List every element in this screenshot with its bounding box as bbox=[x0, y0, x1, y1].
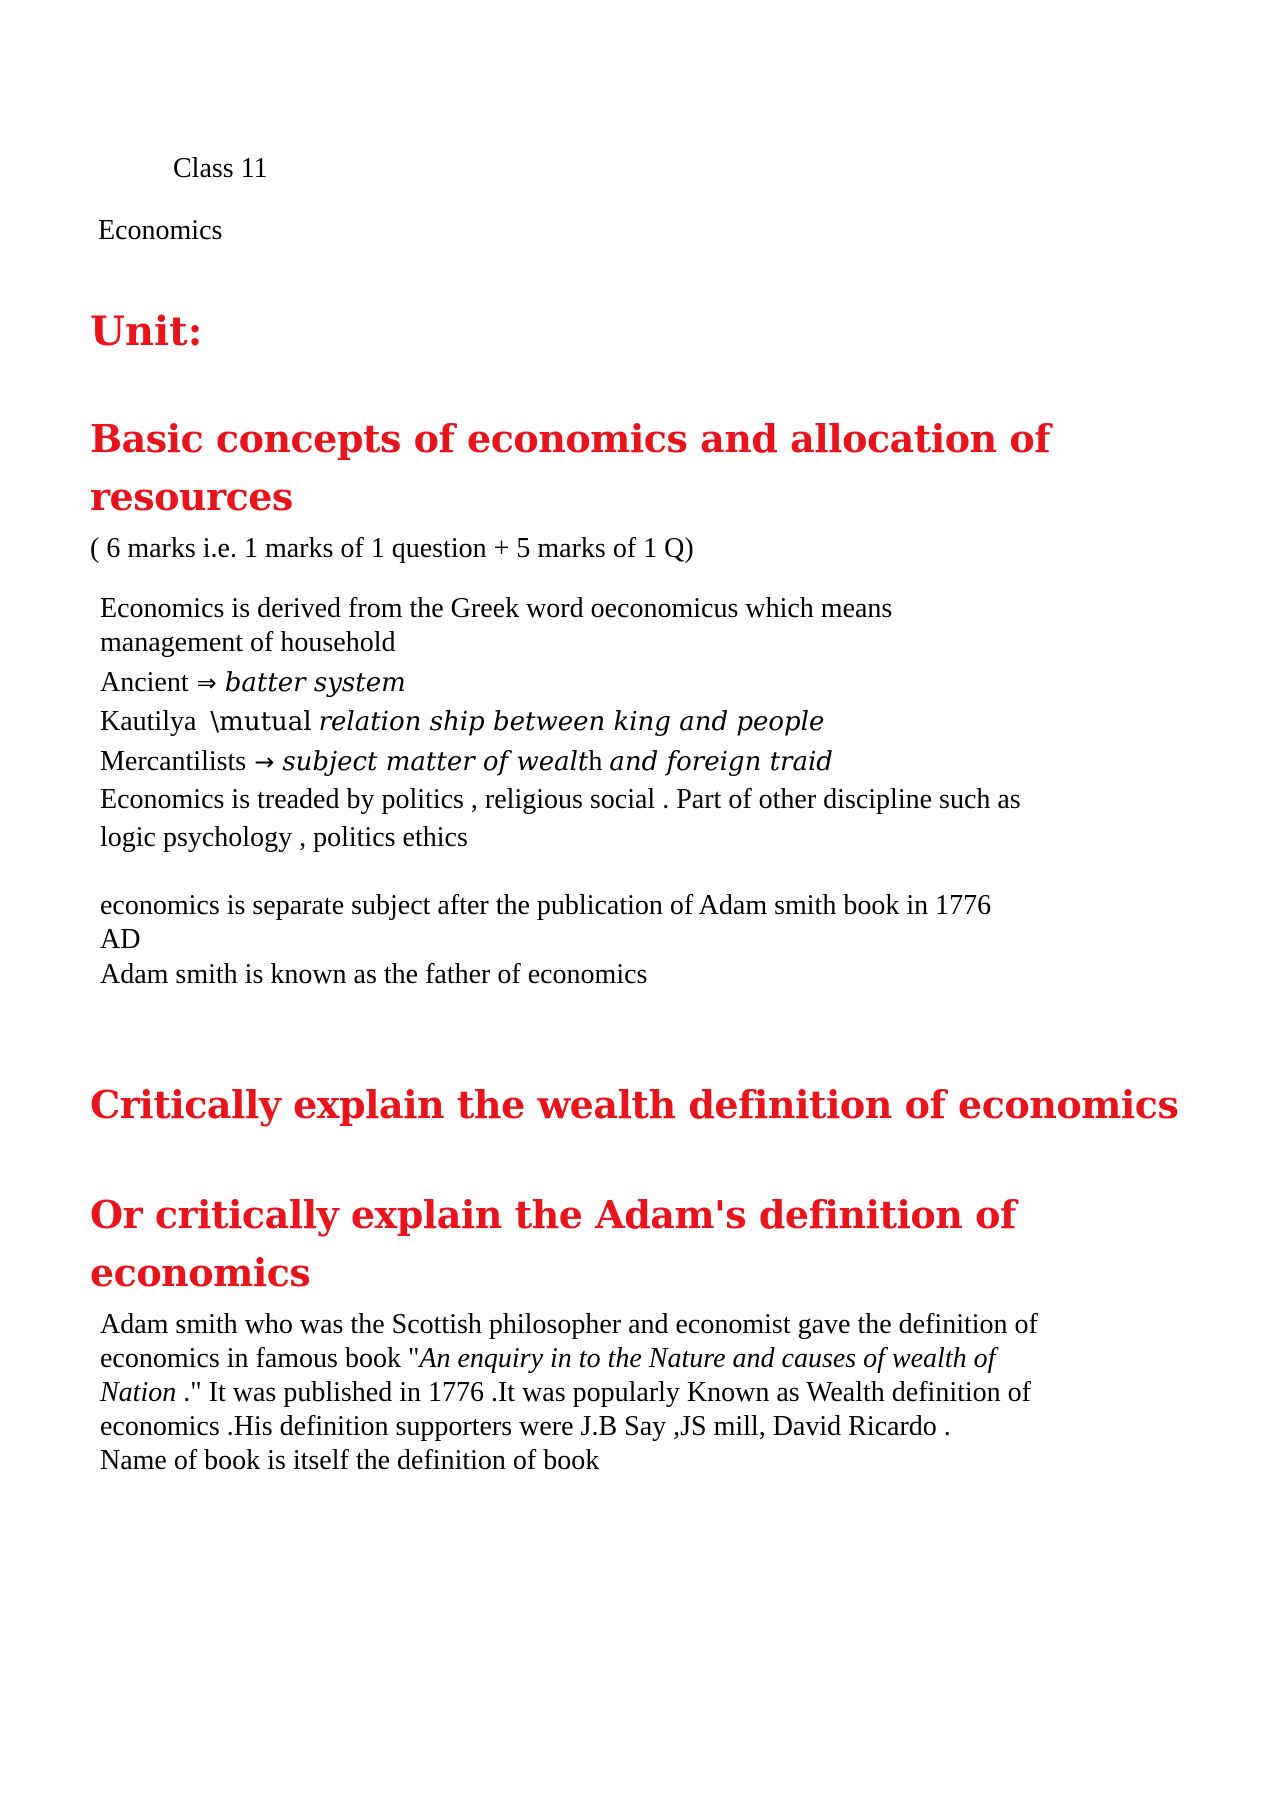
answer-line1: Adam smith who was the Scottish philosopher and economist gave the definition of bbox=[100, 1309, 1038, 1340]
merc-value-h: h bbox=[588, 746, 603, 777]
question2-heading-line2: economics bbox=[90, 1250, 311, 1295]
answer-line2 bbox=[100, 1342, 995, 1376]
intro-line1: Economics is derived from the Greek word oeconomicus which means bbox=[100, 593, 893, 624]
class-label: Class 11 bbox=[173, 153, 268, 184]
intro-line2: management of household bbox=[100, 627, 396, 658]
answer-line4: economics .His definition supporters were J.B Say ,JS mill, David Ricardo . bbox=[100, 1411, 951, 1442]
kautilya-sep: \mutual bbox=[210, 707, 312, 737]
marks-note: ( 6 marks i.e. 1 marks of 1 question + 5 marks of 1 Q) bbox=[90, 533, 694, 564]
intro-line6: Economics is treaded by politics , religious social . Part of other discipline such as bbox=[100, 784, 1021, 815]
answer-line2-a: economics in famous book " bbox=[100, 1343, 420, 1374]
unit-title-line1: Basic concepts of economics and allocation of bbox=[90, 416, 1051, 461]
ancient-label: Ancient bbox=[100, 667, 189, 698]
subject-label: Economics bbox=[98, 215, 223, 246]
kautilya-label: Kautilya bbox=[100, 706, 197, 737]
unit-title-line2: resources bbox=[90, 474, 293, 519]
right-arrow-icon: → bbox=[254, 748, 275, 776]
unit-label: Unit: bbox=[90, 308, 203, 355]
ancient-value: batter system bbox=[224, 668, 406, 698]
merc-value-b: and foreign traid bbox=[609, 747, 833, 777]
intro-line8: economics is separate subject after the publication of Adam smith book in 1776 bbox=[100, 890, 992, 921]
answer-line3 bbox=[100, 1376, 1031, 1410]
kautilya-line bbox=[100, 705, 824, 739]
mercantilists-line bbox=[100, 745, 833, 779]
implies-arrow-icon: ⇒ bbox=[196, 669, 217, 697]
answer-line3-b: ." It was published in 1776 .It was popularly Known as Wealth definition of bbox=[176, 1377, 1031, 1408]
intro-line9: AD bbox=[100, 924, 141, 955]
question1-heading: Critically explain the wealth definition of economics bbox=[90, 1082, 1179, 1127]
ancient-line bbox=[100, 666, 406, 700]
kautilya-value: relation ship between king and people bbox=[318, 707, 825, 737]
answer-line5: Name of book is itself the definition of book bbox=[100, 1445, 600, 1476]
question2-heading-line1: Or critically explain the Adam's definition of bbox=[90, 1192, 1016, 1237]
intro-line7: logic psychology , politics ethics bbox=[100, 822, 468, 853]
merc-value-a: subject matter of wealt bbox=[282, 747, 589, 777]
intro-line10: Adam smith is known as the father of economics bbox=[100, 959, 648, 990]
book-title-part1: An enquiry in to the Nature and causes of wealth of bbox=[419, 1343, 996, 1374]
book-title-part2: Nation bbox=[100, 1377, 177, 1408]
merc-label: Mercantilists bbox=[100, 746, 247, 777]
